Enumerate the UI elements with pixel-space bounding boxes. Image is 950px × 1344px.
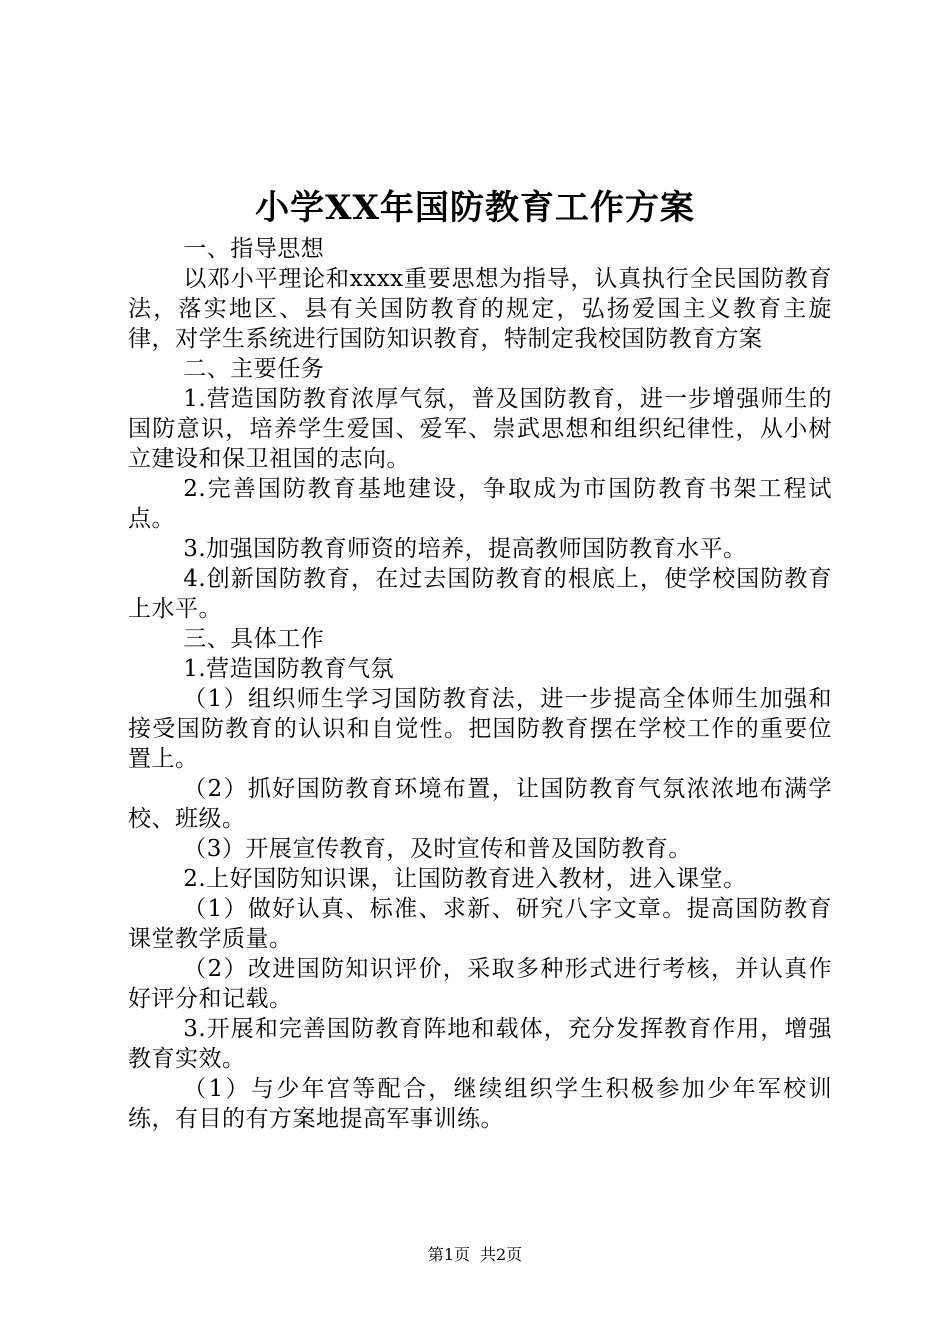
heading-guiding-ideology: 一、指导思想 [183,236,325,262]
task-item-1: 1.营造国防教育浓厚气氛，普及国防教育，进一步增强师生的国防意识，培养学生爱国、爱军、崇武思想和组织纪律性，从小树立建设和保卫祖国的志向。 [128,386,832,472]
work-item-1-sub-1: （1）组织师生学习国防教育法，进一步提高全体师生加强和接受国防教育的认识和自觉性。把国防教育摆在学校工作的重要位置上。 [128,686,832,772]
task-item-2: 2.完善国防教育基地建设，争取成为市国防教育书架工程试点。 [128,476,832,532]
heading-main-tasks: 二、主要任务 [183,356,325,382]
work-item-2-sub-1: （1）做好认真、标准、求新、研究八字文章。提高国防教育课堂教学质量。 [128,896,832,952]
work-item-1-sub-2: （2）抓好国防教育环境布置，让国防教育气氛浓浓地布满学校、班级。 [128,776,832,832]
work-item-3: 3.开展和完善国防教育阵地和载体，充分发挥教育作用，增强教育实效。 [128,1016,832,1072]
task-item-4: 4.创新国防教育，在过去国防教育的根底上，使学校国防教育上水平。 [128,566,832,622]
document-body [128,234,832,1134]
document-title: 小学XX年国防教育工作方案 [255,188,695,228]
paragraph-guiding-ideology: 以邓小平理论和xxxx重要思想为指导，认真执行全民国防教育法，落实地区、县有关国防教育的规定，弘扬爱国主义教育主旋律，对学生系统进行国防知识教育，特制定我校国防教育方案 [128,266,832,352]
work-item-2-sub-2: （2）改进国防知识评价，采取多种形式进行考核，并认真作好评分和记载。 [128,956,832,1012]
page-footer [0,1244,950,1266]
work-item-3-sub-1: （1）与少年宫等配合，继续组织学生积极参加少年军校训练，有目的有方案地提高军事训练。 [128,1076,832,1132]
work-item-2: 2.上好国防知识课，让国防教育进入教材，进入课堂。 [183,866,747,892]
page-total: 共2页 [480,1245,523,1264]
work-item-1-sub-3: （3）开展宣传教育，及时宣传和普及国防教育。 [183,836,692,862]
work-item-1: 1.营造国防教育气氛 [183,656,395,682]
task-item-3: 3.加强国防教育师资的培养，提高教师国防教育水平。 [183,536,747,562]
heading-specific-work: 三、具体工作 [183,626,325,652]
page-number: 第1页 [427,1245,470,1264]
